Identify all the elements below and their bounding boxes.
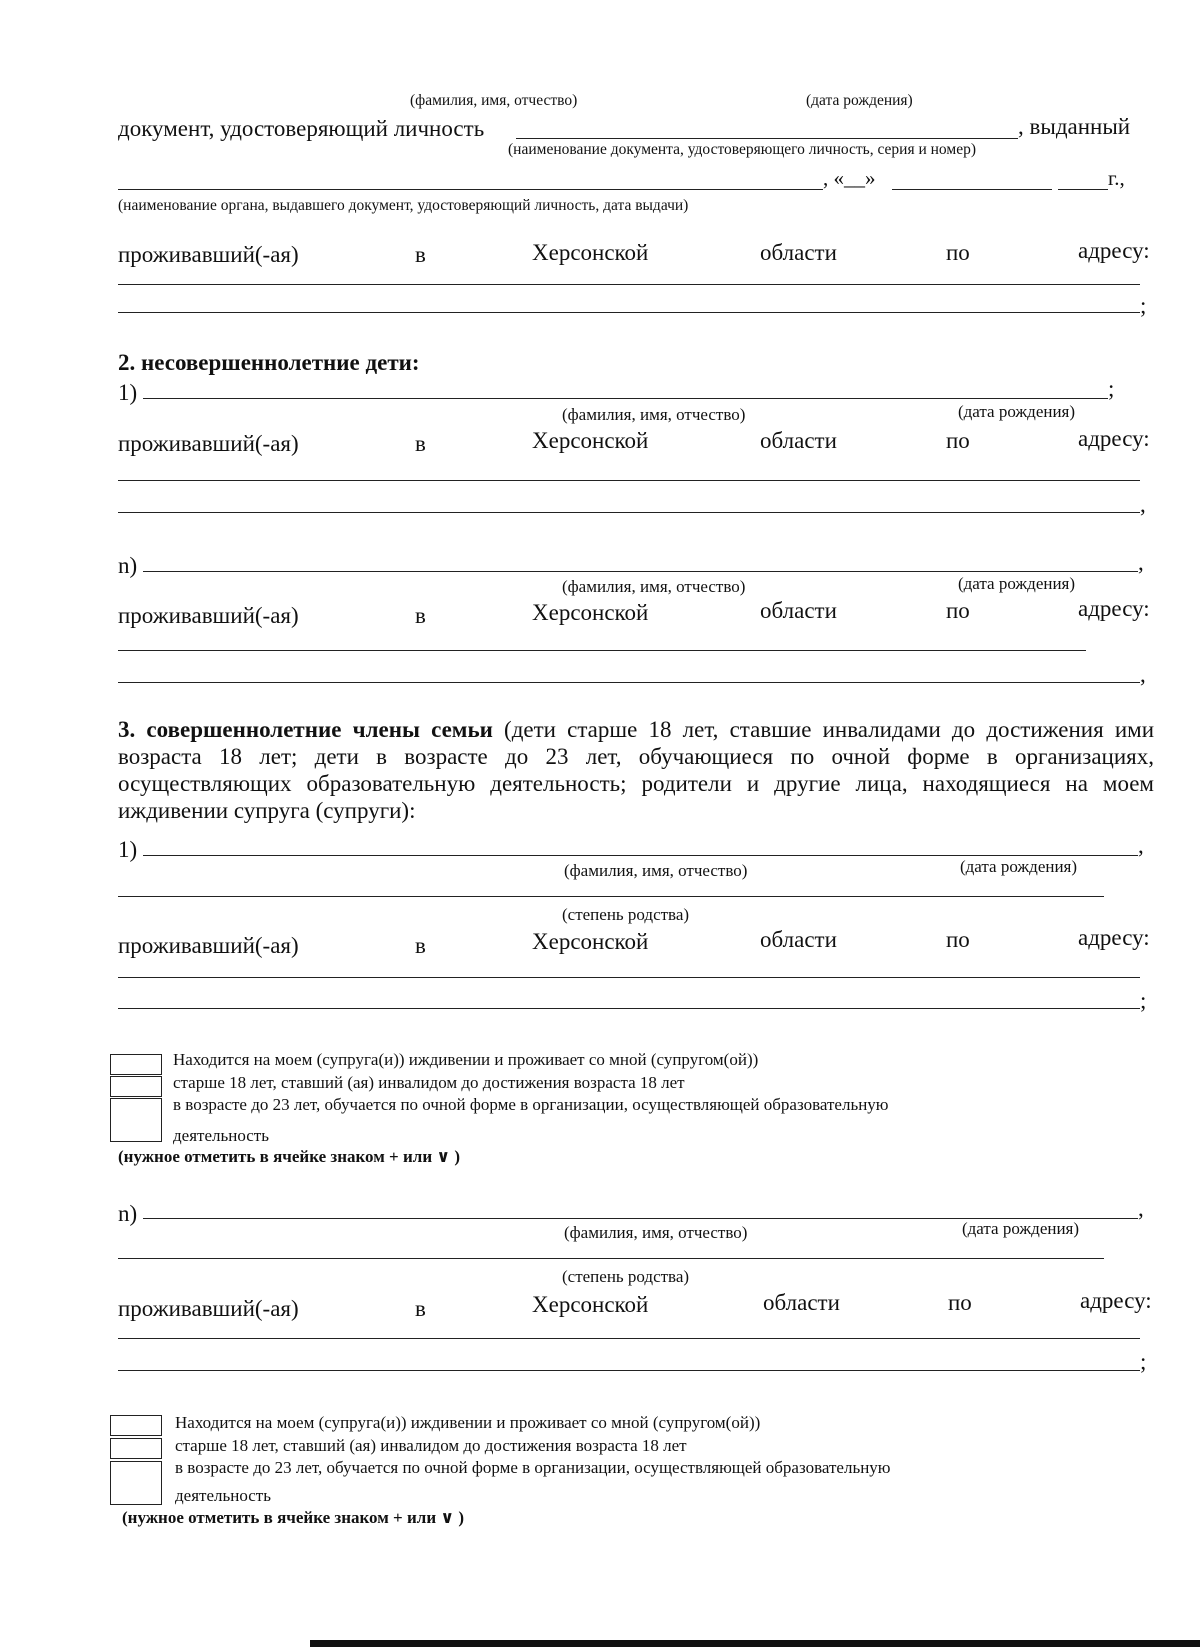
- address-field-line[interactable]: [118, 977, 1140, 978]
- comma: ,: [1140, 492, 1146, 517]
- caption-fio: (фамилия, имя, отчество): [564, 861, 748, 880]
- comma: ,: [1138, 1196, 1144, 1221]
- by-label: по: [946, 598, 970, 623]
- address-field-line[interactable]: [118, 312, 1140, 313]
- dependent-checkbox[interactable]: [110, 1415, 162, 1436]
- student-option-label-cont: деятельность: [173, 1126, 269, 1145]
- id-document-label: документ, удостоверяющий личность: [118, 116, 485, 141]
- semicolon: ;: [1108, 376, 1115, 401]
- oblast-label: области: [763, 1290, 840, 1315]
- issue-date-day: , «__»: [823, 166, 876, 190]
- child-n-name-field[interactable]: [143, 571, 1138, 572]
- disabled-option-label: старше 18 лет, ставший (ая) инвалидом до достижения возраста 18 лет: [173, 1073, 685, 1092]
- in-label: в: [415, 933, 426, 958]
- dependent-checkbox[interactable]: [110, 1054, 162, 1075]
- disabled-before-18-checkbox[interactable]: [110, 1076, 162, 1097]
- year-suffix: г.,: [1108, 166, 1125, 190]
- comma: ,: [1140, 662, 1146, 687]
- address-label: адресу:: [1078, 238, 1150, 263]
- caption-dob: (дата рождения): [958, 574, 1076, 593]
- address-label: адресу:: [1078, 925, 1150, 950]
- caption-dob: (дата рождения): [960, 857, 1078, 876]
- region-label: Херсонской: [532, 240, 649, 265]
- section-2-title: 2. несовершеннолетние дети:: [118, 350, 420, 375]
- by-label: по: [946, 428, 970, 453]
- dependent-option-label: Находится на моем (супруга(и)) иждивении и проживает со мной (супругом(ой)): [173, 1050, 759, 1069]
- student-under-23-checkbox[interactable]: [110, 1461, 162, 1505]
- dependent-option-label: Находится на моем (супруга(и)) иждивении и проживает со мной (супругом(ой)): [175, 1413, 761, 1432]
- in-label: в: [415, 242, 426, 267]
- lived-label: проживавший(-ая): [118, 431, 299, 456]
- kinship-field[interactable]: [118, 1258, 1104, 1259]
- child-1-marker: 1): [118, 380, 138, 405]
- kinship-field[interactable]: [118, 896, 1104, 897]
- section-3-heading: [118, 716, 1154, 824]
- scan-edge-bar: [310, 1640, 1200, 1647]
- by-label: по: [948, 1290, 972, 1315]
- lived-label: проживавший(-ая): [118, 603, 299, 628]
- student-option-label: в возрасте до 23 лет, обучается по очной форме в организации, осуществляющей образовательную: [175, 1458, 891, 1477]
- address-field-line[interactable]: [118, 1008, 1140, 1009]
- semicolon: ;: [1140, 1349, 1147, 1374]
- address-field-line[interactable]: [118, 650, 1086, 651]
- caption-fio: (фамилия, имя, отчество): [564, 1223, 748, 1242]
- issue-date-month-field[interactable]: [892, 189, 1052, 190]
- disabled-before-18-checkbox[interactable]: [110, 1438, 162, 1459]
- comma: ,: [1138, 550, 1144, 575]
- address-label: адресу:: [1078, 426, 1150, 451]
- student-option-label-cont: деятельность: [175, 1486, 271, 1505]
- lived-label: проживавший(-ая): [118, 242, 299, 267]
- child-1-name-field[interactable]: [143, 398, 1108, 399]
- oblast-label: области: [760, 428, 837, 453]
- oblast-label: области: [760, 598, 837, 623]
- caption-kinship: (степень родства): [562, 1267, 690, 1286]
- address-field-line[interactable]: [118, 682, 1140, 683]
- issue-date-year-field[interactable]: [1058, 189, 1108, 190]
- caption-dob: (дата рождения): [958, 402, 1076, 421]
- section-3-title: 3. совершеннолетние члены семьи: [118, 717, 493, 742]
- caption-fio: (фамилия, имя, отчество): [562, 577, 746, 596]
- child-n-marker: n): [118, 553, 138, 578]
- caption-fio: (фамилия, имя, отчество): [410, 92, 578, 109]
- in-label: в: [415, 1296, 426, 1321]
- caption-dob: (дата рождения): [806, 92, 913, 109]
- region-label: Херсонской: [532, 428, 649, 453]
- address-field-line[interactable]: [118, 1338, 1140, 1339]
- region-label: Херсонской: [532, 600, 649, 625]
- student-under-23-checkbox[interactable]: [110, 1098, 162, 1142]
- address-field-line[interactable]: [118, 512, 1140, 513]
- by-label: по: [946, 927, 970, 952]
- region-label: Херсонской: [532, 1292, 649, 1317]
- caption-dob: (дата рождения): [962, 1219, 1080, 1238]
- in-label: в: [415, 603, 426, 628]
- by-label: по: [946, 240, 970, 265]
- oblast-label: области: [760, 927, 837, 952]
- address-field-line[interactable]: [118, 480, 1140, 481]
- caption-issuing-authority: (наименование органа, выдавшего документ, удостоверяющий личность, дата выдачи): [118, 197, 689, 214]
- semicolon: ;: [1140, 293, 1147, 318]
- caption-kinship: (степень родства): [562, 905, 690, 924]
- semicolon: ;: [1140, 988, 1147, 1013]
- address-field-line[interactable]: [118, 284, 1140, 285]
- caption-document: (наименование документа, удостоверяющего личность, серия и номер): [508, 141, 976, 158]
- region-label: Херсонской: [532, 929, 649, 954]
- disabled-option-label: старше 18 лет, ставший (ая) инвалидом до достижения возраста 18 лет: [175, 1436, 687, 1455]
- address-label: адресу:: [1080, 1288, 1152, 1313]
- lived-label: проживавший(-ая): [118, 1296, 299, 1321]
- member-1-name-field[interactable]: [143, 855, 1138, 856]
- member-1-marker: 1): [118, 837, 138, 862]
- comma: ,: [1138, 833, 1144, 858]
- oblast-label: области: [760, 240, 837, 265]
- address-label: адресу:: [1078, 596, 1150, 621]
- address-field-line[interactable]: [118, 1370, 1140, 1371]
- caption-fio: (фамилия, имя, отчество): [562, 405, 746, 424]
- in-label: в: [415, 431, 426, 456]
- student-option-label: в возрасте до 23 лет, обучается по очной форме в организации, осуществляющей образовательную: [173, 1095, 889, 1114]
- section-3-description: (дети старше 18 лет, ставшие инвалидами до достижения ими возраста 18 лет; дети в возрасте до 23 лет, обучающиеся по очной форме в организациях, осуществляющих образовательную деятельность; родители и другие лица, находящиеся на моем иждивении супруга (супруги):: [118, 717, 1154, 823]
- checkbox-note: (нужное отметить в ячейке знаком + или ∨ ): [122, 1508, 465, 1527]
- member-n-marker: n): [118, 1201, 138, 1226]
- checkbox-note: (нужное отметить в ячейке знаком + или ∨ ): [118, 1147, 461, 1166]
- id-document-field[interactable]: [516, 138, 1018, 139]
- issuing-authority-field[interactable]: [118, 189, 823, 190]
- issued-label: , выданный: [1018, 114, 1131, 139]
- lived-label: проживавший(-ая): [118, 933, 299, 958]
